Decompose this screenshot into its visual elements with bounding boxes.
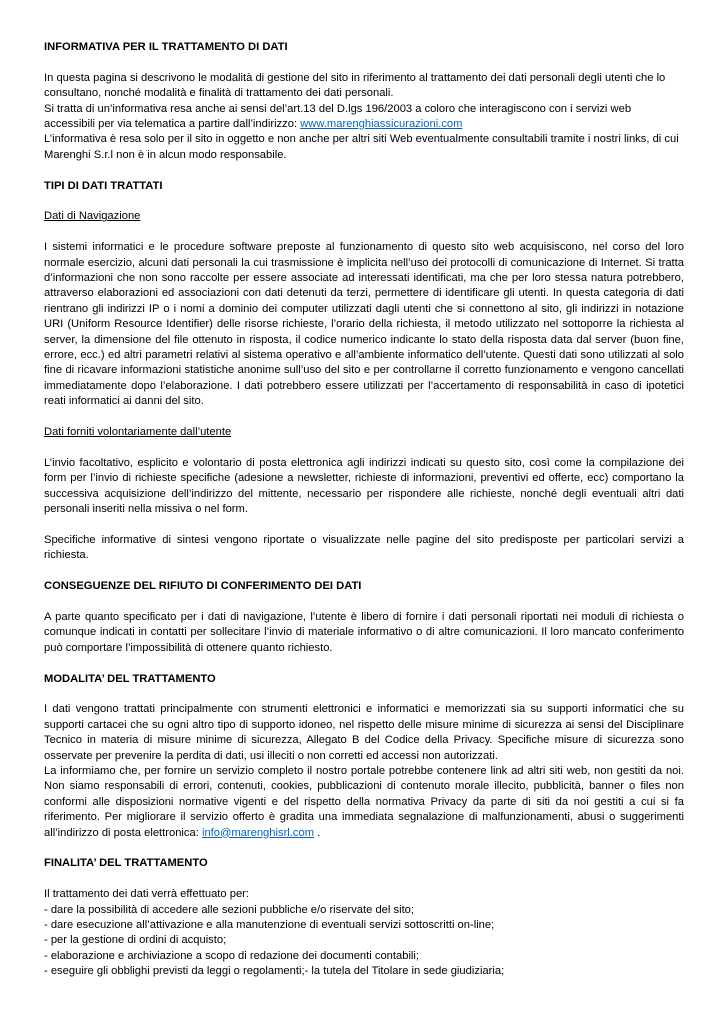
finalita-item: - elaborazione e archiviazione a scopo di redazione dei documenti contabili; [44, 949, 420, 962]
navigazione-paragraph: I sistemi informatici e le procedure software preposte al funzionamento di questo sito web acquisiscono, nel corso del loro normale esercizio, alcuni dati personali la cui trasmissione è implicita nell’uso dei protocolli di comunicazione di Internet. Si tratta d’informazioni che non sono raccolte per essere associate ad interessati identificati, ma che per loro stessa natura potrebbero, attraverso elaborazioni ed associazioni con dati detenuti da terzi, permettere di identificare gli utenti. In questa categoria di dati rientrano gli indirizzi IP o i nomi a dominio dei computer utilizzati dagli utenti che si connettono al sito, gli indirizzi in notazione URI (Uniform Resource Identifier) delle risorse richieste, l’orario della richiesta, il metodo utilizzato nel sottoporre la richiesta al server, la dimensione del file ottenuto in risposta, il codice numerico indicante lo stato della risposta data dal server (buon fine, errore, ecc.) ed altri parametri relativi al sistema operativo e all’ambiente informatico dell’utente. Questi dati sono utilizzati al solo fine di ricavare informazioni statistiche anonime sull’uso del sito e per controllarne il corretto funzionamento e vengono cancellati immediatamente dopo l’elaborazione. I dati potrebbero essere utilizzati per l’accertamento di responsabilità in caso di ipotetici reati informatici ai danni del sito. [44, 241, 684, 408]
finalita-item: - dare esecuzione all’attivazione e alla manutenzione di eventuali servizi sottoscritti on-line; [44, 918, 495, 931]
email-link[interactable]: info@marenghisrl.com [201, 826, 315, 839]
finalita-item: - dare la possibilità di accedere alle sezioni pubbliche e/o riservate del sito; [44, 903, 415, 916]
finalita-item: - per la gestione di ordini di acquisto; [44, 934, 227, 947]
document-page [44, 40, 684, 980]
specifiche-paragraph: Specifiche informative di sintesi vengono riportate o visualizzate nelle pagine del sito predisposte per particolari servizi a richiesta. [44, 533, 684, 562]
section-heading-tipi: TIPI DI DATI TRATTATI [44, 179, 163, 192]
finalita-item: - eseguire gli obblighi previsti da leggi o regolamenti;- la tutela del Titolare in sede giudiziaria; [44, 965, 505, 978]
modalita-paragraph-2 [44, 764, 684, 841]
intro-paragraph-1: In questa pagina si descrivono le modalità di gestione del sito in riferimento al trattamento dei dati personali degli utenti che lo consultano, nonché modalità e finalità di trattamento dei dati personali. [44, 71, 666, 100]
modalita-paragraph-2-text: La informiamo che, per fornire un servizio completo il nostro portale potrebbe contenere link ad altri siti web, non gestiti da noi. Non siamo responsabili di errori, contenuti, cookies, pubblicazioni di contenuto morale illecito, pubblicità, banner o files non conformi alle disposizioni normative vigenti e del rispetto della normativa Privacy da parte di siti da noi gestiti a cui si fa riferimento. Per migliorare il servizio offerto è gradita una immediata segnalazione di malfunzionamenti, abusi o suggerimenti all’indirizzo di posta elettronica: [44, 764, 684, 839]
intro-paragraph-2 [44, 102, 684, 133]
document-title: INFORMATIVA PER IL TRATTAMENTO DI DATI [44, 41, 288, 53]
intro-paragraph-3: L’informativa è resa solo per il sito in oggetto e non anche per altri siti Web eventualmente consultabili tramite i nostri links, di cui Marenghi S.r.l non è in alcun modo responsabile. [44, 133, 679, 161]
section-heading-modalita: MODALITA’ DEL TRATTAMENTO [44, 672, 216, 685]
intro-paragraph-2-text: Si tratta di un’informativa resa anche ai sensi del’art.13 del D.lgs 196/2003 a coloro che interagiscono con i servizi web accessibili per via telematica a partire dall’indirizzo: [44, 102, 632, 131]
finalita-intro: Il trattamento dei dati verrà effettuato per: [44, 888, 250, 901]
conseguenze-paragraph: A parte quanto specificato per i dati di navigazione, l’utente è libero di fornire i dati personali riportati nei moduli di richiesta o comunque indicati in contatti per sollecitare l’invio di materiale informativo o di altre comunicazioni. Il loro mancato conferimento può comportare l’impossibilità di ottenere quanto richiesto. [44, 610, 684, 654]
modalita-paragraph-1: I dati vengono trattati principalmente con strumenti elettronici e informatici e memorizzati sia su supporti informatici che su supporti cartacei che su ogni altro tipo di supporto idoneo, nel rispetto delle misure minime di sicurezza ai sensi del Disciplinare Tecnico in materia di misure minime di sicurezza, Allegato B del Codice della Privacy. Specifiche misure di sicurezza sono osservate per prevenire la perdita di dati, usi illeciti o non corretti ed accessi non autorizzati. [44, 703, 684, 762]
volontari-paragraph: L’invio facoltativo, esplicito e volontario di posta elettronica agli indirizzi indicati su questo sito, così come la compilazione dei form per l’invio di richieste specifiche (adesione a newsletter, richieste di informazioni, preventivi ed offerte, ecc) comportano la successiva acquisizione dell’indirizzo del mittente, necessario per rispondere alle richieste, nonché degli eventuali altri dati personali inseriti nella missiva o nel form. [44, 456, 684, 516]
website-link[interactable]: www.marenghiassicurazioni.com [300, 118, 463, 131]
section-heading-finalita: FINALITA’ DEL TRATTAMENTO [44, 857, 208, 870]
subheading-navigazione: Dati di Navigazione [44, 210, 141, 223]
section-heading-conseguenze: CONSEGUENZE DEL RIFIUTO DI CONFERIMENTO DEI DATI [44, 580, 362, 593]
subheading-volontari: Dati forniti volontariamente dall’utente [44, 426, 232, 439]
modalita-paragraph-2-end: . [314, 826, 321, 839]
